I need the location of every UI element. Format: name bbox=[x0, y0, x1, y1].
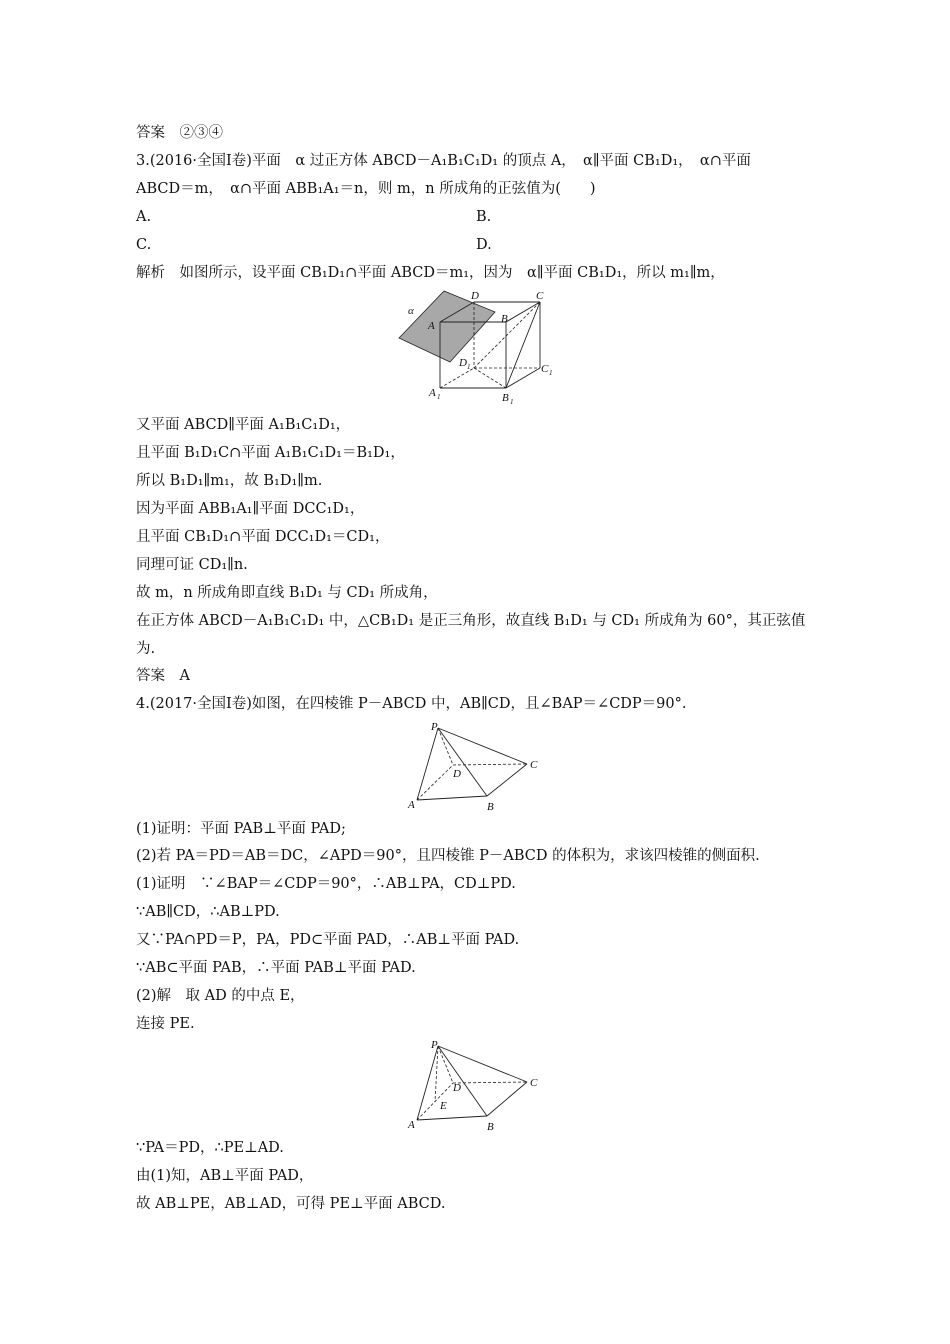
question-4-stem: 4.(2017·全国Ⅰ卷)如图，在四棱锥 P－ABCD 中，AB∥CD，且∠BAP＝∠CDP＝90°. bbox=[136, 696, 687, 712]
label-e: E bbox=[440, 1100, 447, 1112]
solution-3-line-7: 故 m，n 所成角即直线 B₁D₁ 与 CD₁ 所成角， bbox=[136, 585, 438, 601]
solution-3-line-9: 为. bbox=[136, 641, 156, 657]
proof-line-1: (1)证明 ∵∠BAP＝∠CDP＝90°，∴AB⊥PA，CD⊥PD. bbox=[136, 876, 516, 892]
label-a1: A bbox=[429, 387, 436, 399]
solution-4-line-2: 连接 PE. bbox=[136, 1016, 195, 1032]
svg-text:1: 1 bbox=[467, 363, 471, 371]
svg-text:1: 1 bbox=[437, 393, 441, 401]
solution-3-line-3: 所以 B₁D₁∥m₁，故 B₁D₁∥m. bbox=[136, 473, 323, 489]
label-p: P bbox=[431, 722, 438, 733]
label-p: P bbox=[431, 1040, 438, 1051]
solution-4-line-5: 故 AB⊥PE，AB⊥AD，可得 PE⊥平面 ABCD. bbox=[136, 1196, 446, 1212]
label-c1: C bbox=[541, 363, 549, 375]
question-4-part-2: (2)若 PA＝PD＝AB＝DC，∠APD＝90°，且四棱锥 P－ABCD 的体积为，求该四棱锥的侧面积. bbox=[136, 848, 760, 864]
label-d: D bbox=[471, 290, 479, 302]
option-d: D. bbox=[476, 237, 492, 253]
proof-line-2: ∵AB∥CD，∴AB⊥PD. bbox=[136, 904, 280, 920]
label-d1: D bbox=[459, 357, 467, 369]
label-a: A bbox=[428, 320, 435, 332]
solution-3-line-4: 因为平面 ABB₁A₁∥平面 DCC₁D₁， bbox=[136, 501, 365, 517]
label-d: D bbox=[453, 768, 461, 780]
svg-text:1: 1 bbox=[510, 398, 514, 406]
label-c: C bbox=[530, 1077, 538, 1089]
label-b: B bbox=[487, 1121, 494, 1133]
solution-3-line-8: 在正方体 ABCD－A₁B₁C₁D₁ 中，△CB₁D₁ 是正三角形，故直线 B₁D₁ 与 CD₁ 所成角为 60°，其正弦值 bbox=[136, 613, 806, 629]
label-d: D bbox=[453, 1082, 461, 1094]
label-b: B bbox=[487, 801, 494, 813]
question-4-part-1: (1)证明：平面 PAB⊥平面 PAD; bbox=[136, 821, 346, 837]
proof-line-3: 又∵PA∩PD＝P，PA，PD⊂平面 PAD，∴AB⊥平面 PAD. bbox=[136, 932, 520, 948]
solution-4-line-4: 由(1)知，AB⊥平面 PAD， bbox=[136, 1168, 314, 1184]
solution-4-line-1: (2)解 取 AD 的中点 E， bbox=[136, 988, 305, 1004]
answer-line-q3: 答案 A bbox=[136, 668, 190, 684]
option-c: C. bbox=[136, 237, 152, 253]
label-b: B bbox=[501, 313, 508, 325]
svg-text:1: 1 bbox=[549, 369, 553, 377]
label-c: C bbox=[530, 759, 538, 771]
question-3-line-2: ABCD＝m， α∩平面 ABB₁A₁＝n，则 m，n 所成角的正弦值为( ) bbox=[136, 181, 596, 197]
label-c: C bbox=[536, 290, 544, 302]
solution-3-line-2: 且平面 B₁D₁C∩平面 A₁B₁C₁D₁＝B₁D₁， bbox=[136, 445, 405, 461]
label-alpha: α bbox=[408, 305, 414, 317]
solution-3-intro: 解析 如图所示，设平面 CB₁D₁∩平面 ABCD＝m₁，因为 α∥平面 CB₁D₁，所以 m₁∥m， bbox=[136, 265, 725, 281]
solution-4-line-3: ∵PA＝PD，∴PE⊥AD. bbox=[136, 1140, 284, 1156]
question-3-line-1: 3.(2016·全国Ⅰ卷)平面 α 过正方体 ABCD－A₁B₁C₁D₁ 的顶点 A， α∥平面 CB₁D₁， α∩平面 bbox=[136, 153, 751, 169]
solution-3-line-5: 且平面 CB₁D₁∩平面 DCC₁D₁＝CD₁， bbox=[136, 529, 390, 545]
solution-3-line-6: 同理可证 CD₁∥n. bbox=[136, 557, 248, 573]
label-a: A bbox=[408, 799, 415, 811]
pyramid-midpoint-figure bbox=[405, 1040, 555, 1135]
option-b: B. bbox=[476, 209, 492, 225]
option-a: A. bbox=[136, 209, 152, 225]
pyramid-figure bbox=[405, 722, 555, 814]
label-a: A bbox=[408, 1119, 415, 1131]
label-b1: B bbox=[502, 392, 509, 404]
proof-line-4: ∵AB⊂平面 PAB，∴平面 PAB⊥平面 PAD. bbox=[136, 960, 416, 976]
solution-3-line-1: 又平面 ABCD∥平面 A₁B₁C₁D₁， bbox=[136, 417, 351, 433]
answer-line-q2: 答案 ②③④ bbox=[136, 125, 223, 141]
cube-figure bbox=[395, 288, 565, 408]
